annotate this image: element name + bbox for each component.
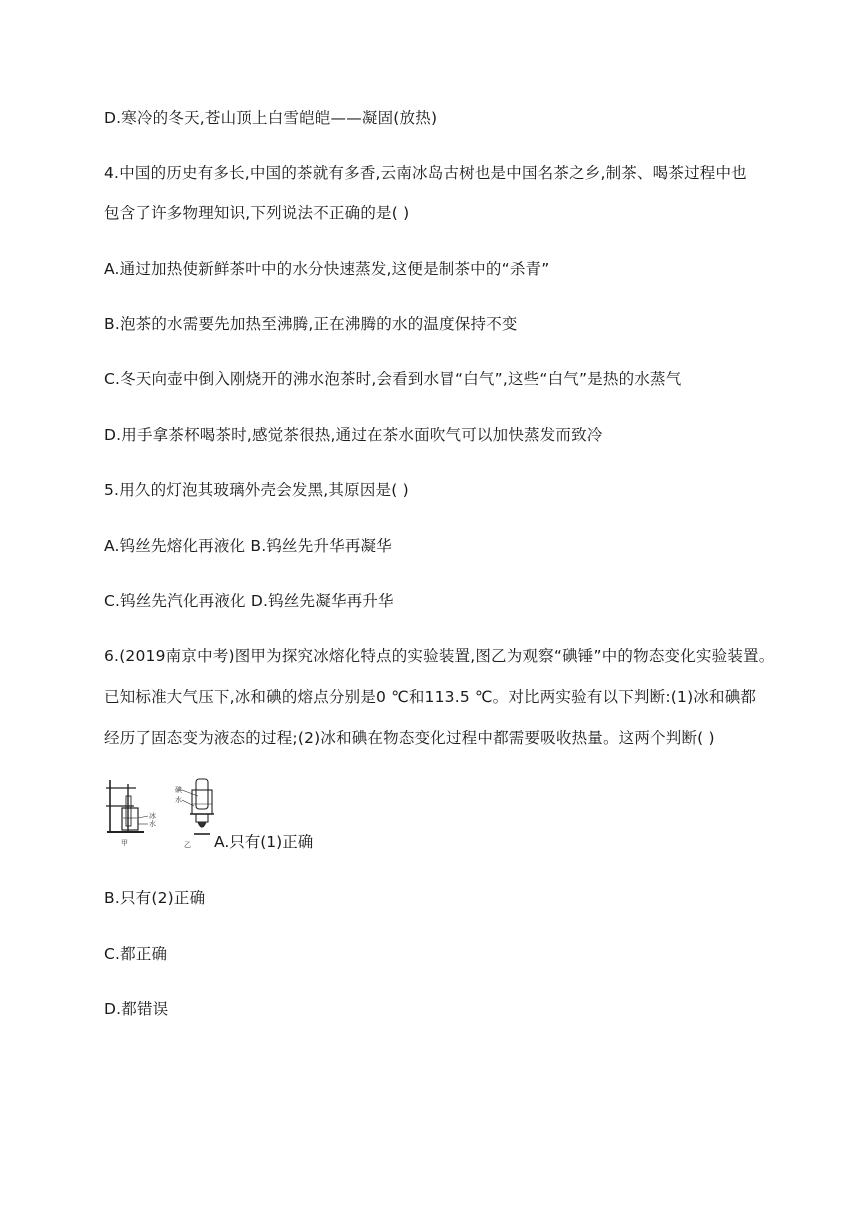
- label-shui-yi: 水: [175, 796, 182, 804]
- q4-stem-line-1: 4.中国的历史有多长,中国的茶就有多香,云南冰岛古树也是中国名茶之乡,制茶、喝茶过程中也: [104, 164, 747, 182]
- label-dian: 碘: [175, 786, 182, 794]
- label-yi: 乙: [184, 841, 191, 849]
- q6-stem-line-3: 经历了固态变为液态的过程;(2)冰和碘在物态变化过程中都需要吸收热量。这两个判断( ): [104, 729, 715, 747]
- q4-option-a: A.通过加热使新鲜茶叶中的水分快速蒸发,这便是制茶中的“杀青”: [104, 260, 550, 278]
- q4-option-d: D.用手拿茶杯喝茶时,感觉茶很热,通过在茶水面吹气可以加快蒸发而致冷: [104, 426, 603, 444]
- q6-option-d: D.都错误: [104, 1000, 169, 1018]
- q6-stem-line-1: 6.(2019南京中考)图甲为探究冰熔化特点的实验装置,图乙为观察“碘锤”中的物态变化实验装置。: [104, 647, 775, 665]
- q5-options-ab: A.钨丝先熔化再液化 B.钨丝先升华再凝华: [104, 537, 392, 555]
- apparatus-yi: [182, 779, 214, 834]
- label-jia: 甲: [121, 839, 128, 847]
- q6-option-b: B.只有(2)正确: [104, 889, 206, 907]
- q3-option-d: D.寒冷的冬天,苍山顶上白雪皑皑——凝固(放热): [104, 109, 438, 127]
- q4-option-c: C.冬天向壶中倒入刚烧开的沸水泡茶时,会看到水冒“白气”,这些“白气”是热的水蒸气: [104, 370, 682, 388]
- experiment-apparatus-figure: [104, 774, 214, 850]
- q4-option-b: B.泡茶的水需要先加热至沸腾,正在沸腾的水的温度保持不变: [104, 315, 518, 333]
- label-shui-jia: 水: [149, 820, 156, 828]
- q6-stem-line-2: 已知标准大气压下,冰和碘的熔点分别是0 ℃和113.5 ℃。对比两实验有以下判断:(1)冰和碘都: [104, 688, 757, 706]
- q6-option-c: C.都正确: [104, 945, 168, 963]
- q4-stem-line-2: 包含了许多物理知识,下列说法不正确的是( ): [104, 204, 410, 222]
- label-bing: 冰: [149, 812, 156, 820]
- apparatus-jia: [106, 780, 148, 832]
- q5-options-cd: C.钨丝先汽化再液化 D.钨丝先凝华再升华: [104, 592, 394, 610]
- q6-option-a: A.只有(1)正确: [214, 833, 314, 851]
- q5-stem: 5.用久的灯泡其玻璃外壳会发黑,其原因是( ): [104, 481, 409, 499]
- q6-figure-row: [104, 774, 624, 854]
